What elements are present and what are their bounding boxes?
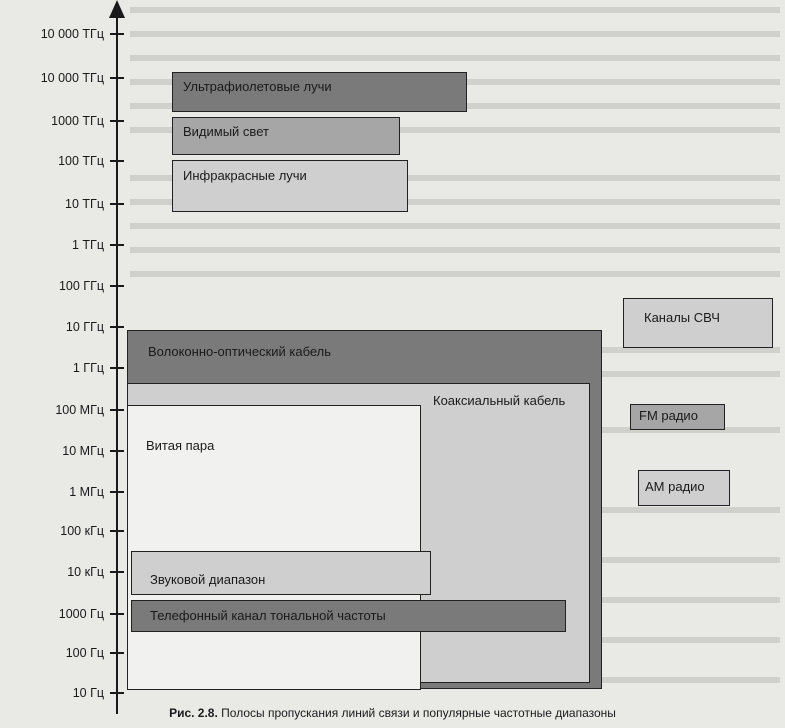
band-ultraviolet <box>172 72 467 112</box>
tick-label: 100 Гц <box>65 646 104 660</box>
axis-tick <box>110 120 124 122</box>
axis-tick <box>110 530 124 532</box>
band-label-visible-light: Видимый свет <box>183 124 269 139</box>
tick-label: 10 000 ТГц <box>40 27 104 41</box>
band-label-fm-radio: FM радио <box>639 408 698 423</box>
band-label-twisted-pair: Витая пара <box>146 438 215 453</box>
tick-label: 1000 ТГц <box>51 114 104 128</box>
axis-tick <box>110 450 124 452</box>
band-label-audio: Звуковой диапазон <box>150 572 266 587</box>
frequency-axis <box>116 14 118 714</box>
axis-tick <box>110 613 124 615</box>
axis-tick <box>110 326 124 328</box>
axis-tick <box>110 244 124 246</box>
tick-label: 1 ГГц <box>72 361 104 375</box>
tick-label: 10 Гц <box>72 686 104 700</box>
band-label-ultraviolet: Ультрафиолетовые лучи <box>183 79 332 94</box>
band-label-fiber-optic: Волоконно-оптический кабель <box>148 344 332 359</box>
axis-tick <box>110 571 124 573</box>
axis-tick <box>110 367 124 369</box>
tick-label: 100 кГц <box>60 524 104 538</box>
figure-caption <box>0 706 785 720</box>
tick-label: 1000 Гц <box>58 607 104 621</box>
tick-label: 10 ГГц <box>65 320 104 334</box>
axis-tick <box>110 409 124 411</box>
band-fm-radio <box>630 404 725 430</box>
band-label-infrared: Инфракрасные лучи <box>183 168 307 183</box>
band-label-coaxial: Коаксиальный кабель <box>433 393 566 408</box>
band-label-microwave: Каналы СВЧ <box>644 310 720 325</box>
axis-tick <box>110 491 124 493</box>
axis-tick <box>110 160 124 162</box>
tick-label: 100 ГГц <box>58 279 104 293</box>
tick-label: 10 МГц <box>62 444 104 458</box>
band-audio <box>131 551 431 595</box>
axis-tick <box>110 33 124 35</box>
axis-tick <box>110 285 124 287</box>
band-label-am-radio: AM радио <box>645 479 705 494</box>
figure-number: Рис. 2.8. <box>169 706 218 720</box>
figure-caption-text: Полосы пропускания линий связи и популярные частотные диапазоны <box>221 706 616 720</box>
tick-label: 10 ТГц <box>65 197 104 211</box>
tick-label: 100 МГц <box>55 403 104 417</box>
band-am-radio <box>638 470 730 506</box>
band-microwave <box>623 298 773 348</box>
band-telephone <box>131 600 566 632</box>
tick-label: 1 ТГц <box>72 238 104 252</box>
axis-tick <box>110 77 124 79</box>
tick-label: 10 кГц <box>67 565 104 579</box>
tick-label: 100 ТГц <box>58 154 104 168</box>
tick-label: 1 МГц <box>69 485 104 499</box>
axis-tick <box>110 203 124 205</box>
band-label-telephone: Телефонный канал тональной частоты <box>150 608 386 623</box>
axis-tick <box>110 652 124 654</box>
band-visible-light <box>172 117 400 155</box>
tick-label: 10 000 ТГц <box>40 71 104 85</box>
band-infrared <box>172 160 408 212</box>
axis-tick <box>110 692 124 694</box>
band-twisted-pair <box>127 405 421 690</box>
